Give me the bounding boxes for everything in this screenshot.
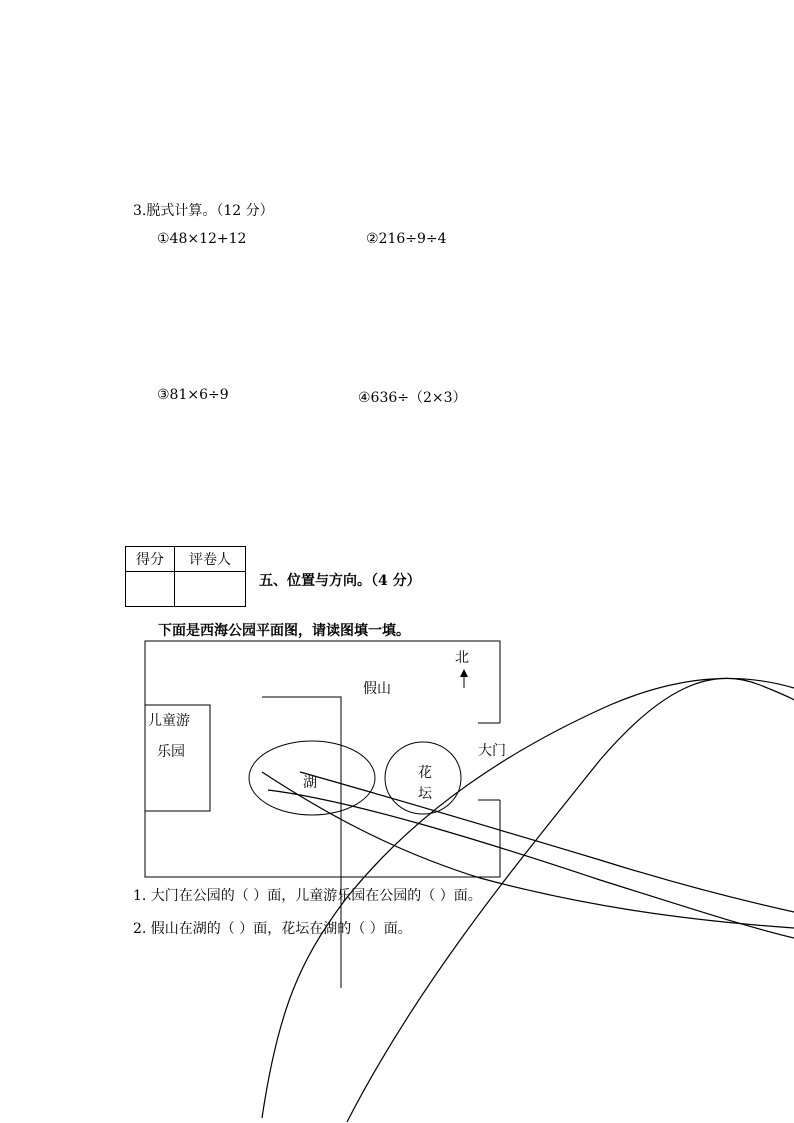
section-3-title: 3.脱式计算。（12 分） — [133, 203, 274, 219]
rockery-label: 假山 — [363, 681, 391, 697]
scribble-stroke-3 — [268, 790, 794, 938]
problem-2: ②216÷9÷4 — [366, 231, 447, 247]
question-1: 1. 大门在公园的（ ）面，儿童游乐园在公园的（ ）面。 — [133, 888, 482, 904]
problem-3: ③81×6÷9 — [157, 387, 229, 403]
playground-label-line1: 儿童游 — [148, 713, 190, 729]
section-5-title: 五、位置与方向。（4 分） — [259, 573, 421, 589]
question-2: 2. 假山在湖的（ ）面，花坛在湖的（ ）面。 — [133, 921, 412, 937]
north-label: 北 — [455, 650, 469, 666]
problem-1: ①48×12+12 — [157, 231, 247, 247]
flowerbed-label-line1: 花 — [418, 765, 432, 781]
gate-label: 大门 — [478, 743, 506, 759]
north-arrow-head-icon — [460, 669, 468, 677]
score-header: 得分 — [126, 547, 175, 572]
playground-label-line2: 乐园 — [157, 744, 185, 760]
rockery-line — [262, 697, 341, 988]
map-intro: 下面是西海公园平面图，请读图填一填。 — [158, 623, 410, 639]
grader-header: 评卷人 — [175, 547, 246, 572]
park-boundary — [145, 641, 500, 877]
flowerbed-label-line2: 坛 — [418, 786, 432, 802]
problem-4: ④636÷（2×3） — [358, 390, 467, 406]
lake-label: 湖 — [303, 775, 317, 791]
